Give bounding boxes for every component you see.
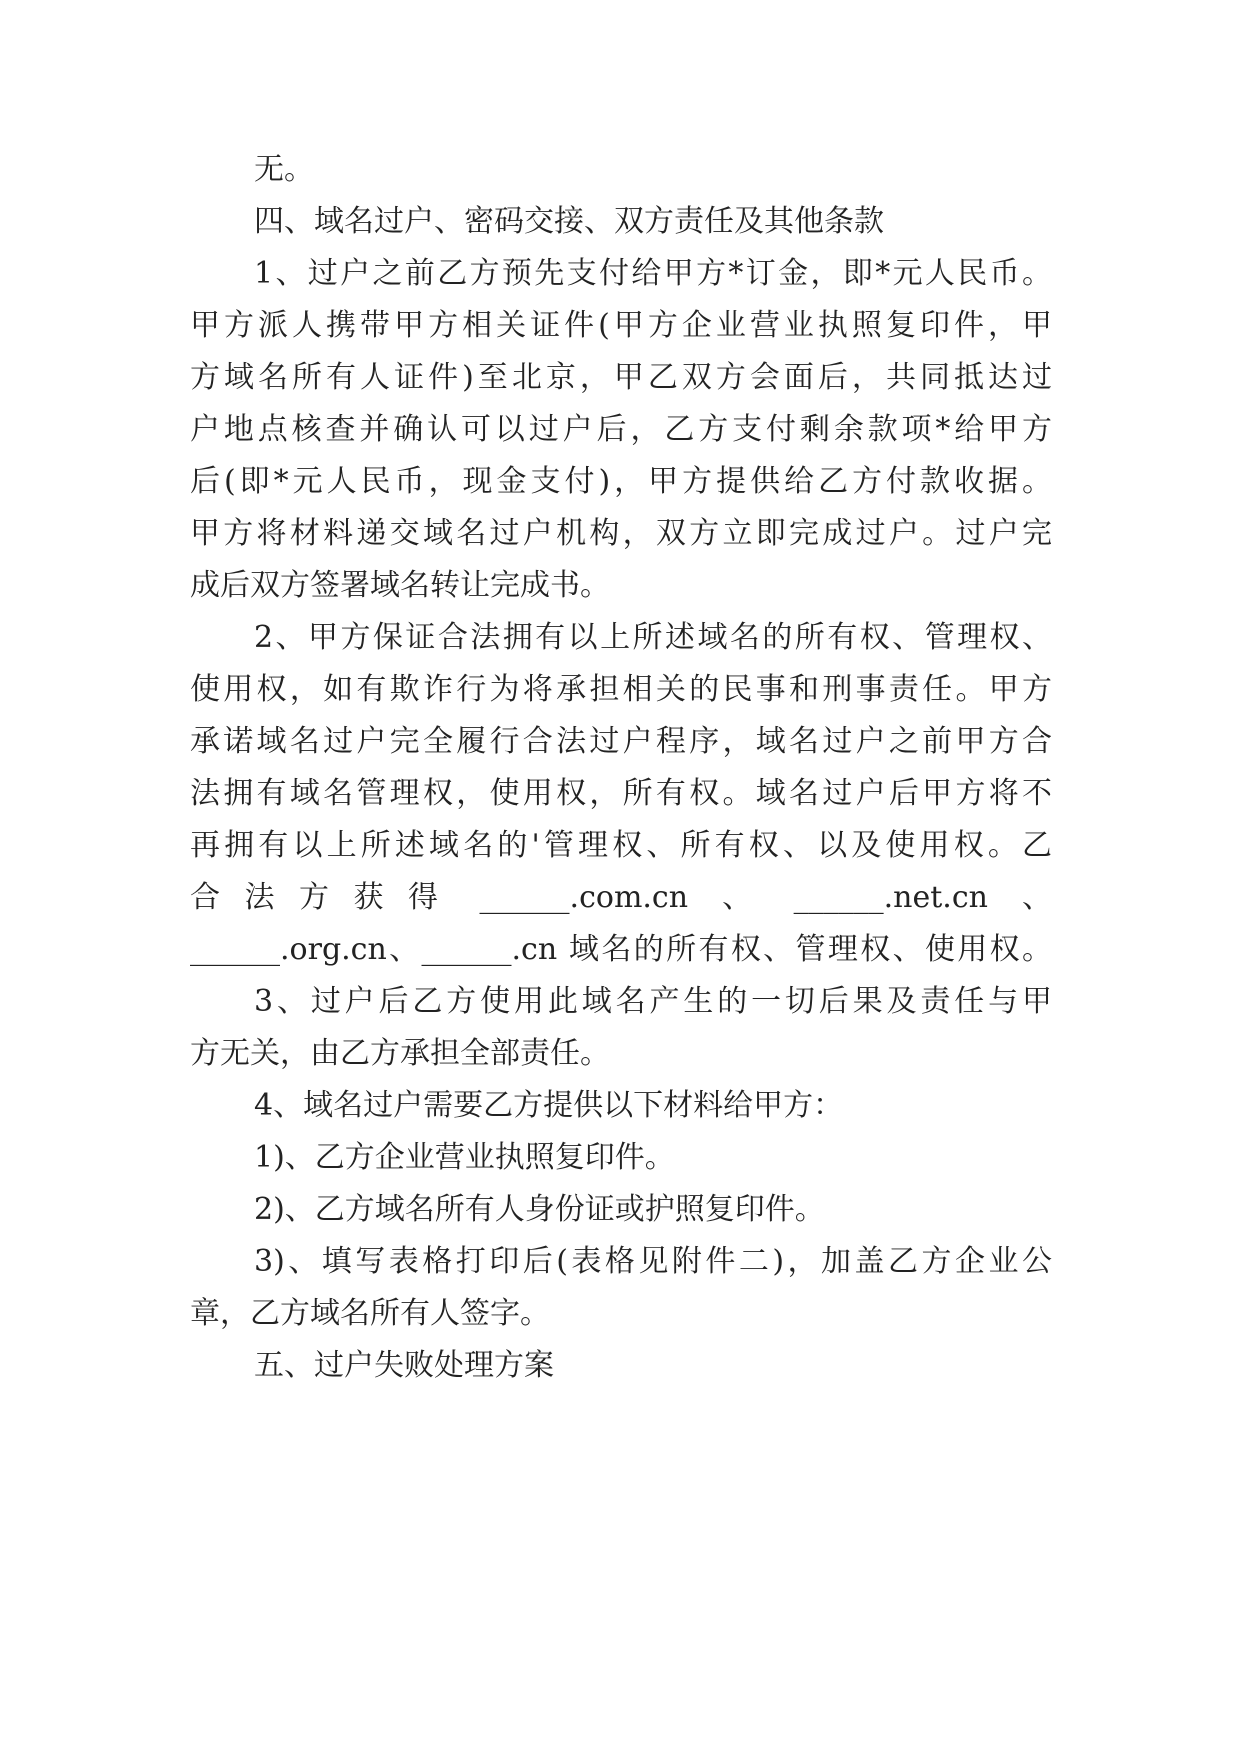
text-line: 4、域名过户需要乙方提供以下材料给甲方：	[254, 1088, 844, 1123]
text-line: 甲方派人携带甲方相关证件(甲方企业营业执照复印件，甲	[190, 308, 1052, 343]
text-line: 合 法 方 获 得 ______.com.cn 、 ______.net.cn 、	[190, 880, 1052, 915]
text-line: 无。	[254, 152, 314, 187]
text-line: 后(即*元人民币，现金支付)，甲方提供给乙方付款收据。	[190, 464, 1052, 499]
text-line: 方域名所有人证件)至北京，甲乙双方会面后，共同抵达过	[190, 360, 1052, 395]
list-item: 2)、乙方域名所有人身份证或护照复印件。	[254, 1192, 825, 1227]
text-line: 使用权，如有欺诈行为将承担相关的民事和刑事责任。甲方	[190, 672, 1052, 707]
text-line: 再拥有以上所述域名的'管理权、所有权、以及使用权。乙	[190, 828, 1052, 863]
text-line: 户地点核查并确认可以过户后，乙方支付剩余款项*给甲方	[190, 412, 1052, 447]
text-line: 章，乙方域名所有人签字。	[190, 1296, 550, 1331]
text-line: ______.org.cn、______.cn 域名的所有权、管理权、使用权。	[190, 932, 1052, 967]
text-line: 3、过户后乙方使用此域名产生的一切后果及责任与甲	[254, 984, 1052, 1019]
text-line: 1、过户之前乙方预先支付给甲方*订金，即*元人民币。	[254, 256, 1052, 291]
text-line: 方无关，由乙方承担全部责任。	[190, 1036, 610, 1071]
list-item: 3)、填写表格打印后(表格见附件二)，加盖乙方企业公	[254, 1244, 1052, 1279]
section-heading: 四、域名过户、密码交接、双方责任及其他条款	[254, 204, 884, 239]
section-heading: 五、过户失败处理方案	[254, 1348, 554, 1383]
text-line: 法拥有域名管理权，使用权，所有权。域名过户后甲方将不	[190, 776, 1052, 811]
text-line: 成后双方签署域名转让完成书。	[190, 568, 610, 603]
list-item: 1)、乙方企业营业执照复印件。	[254, 1140, 675, 1175]
text-line: 甲方将材料递交域名过户机构，双方立即完成过户。过户完	[190, 516, 1052, 551]
text-line: 承诺域名过户完全履行合法过户程序，域名过户之前甲方合	[190, 724, 1052, 759]
text-line: 2、甲方保证合法拥有以上所述域名的所有权、管理权、	[254, 620, 1052, 655]
